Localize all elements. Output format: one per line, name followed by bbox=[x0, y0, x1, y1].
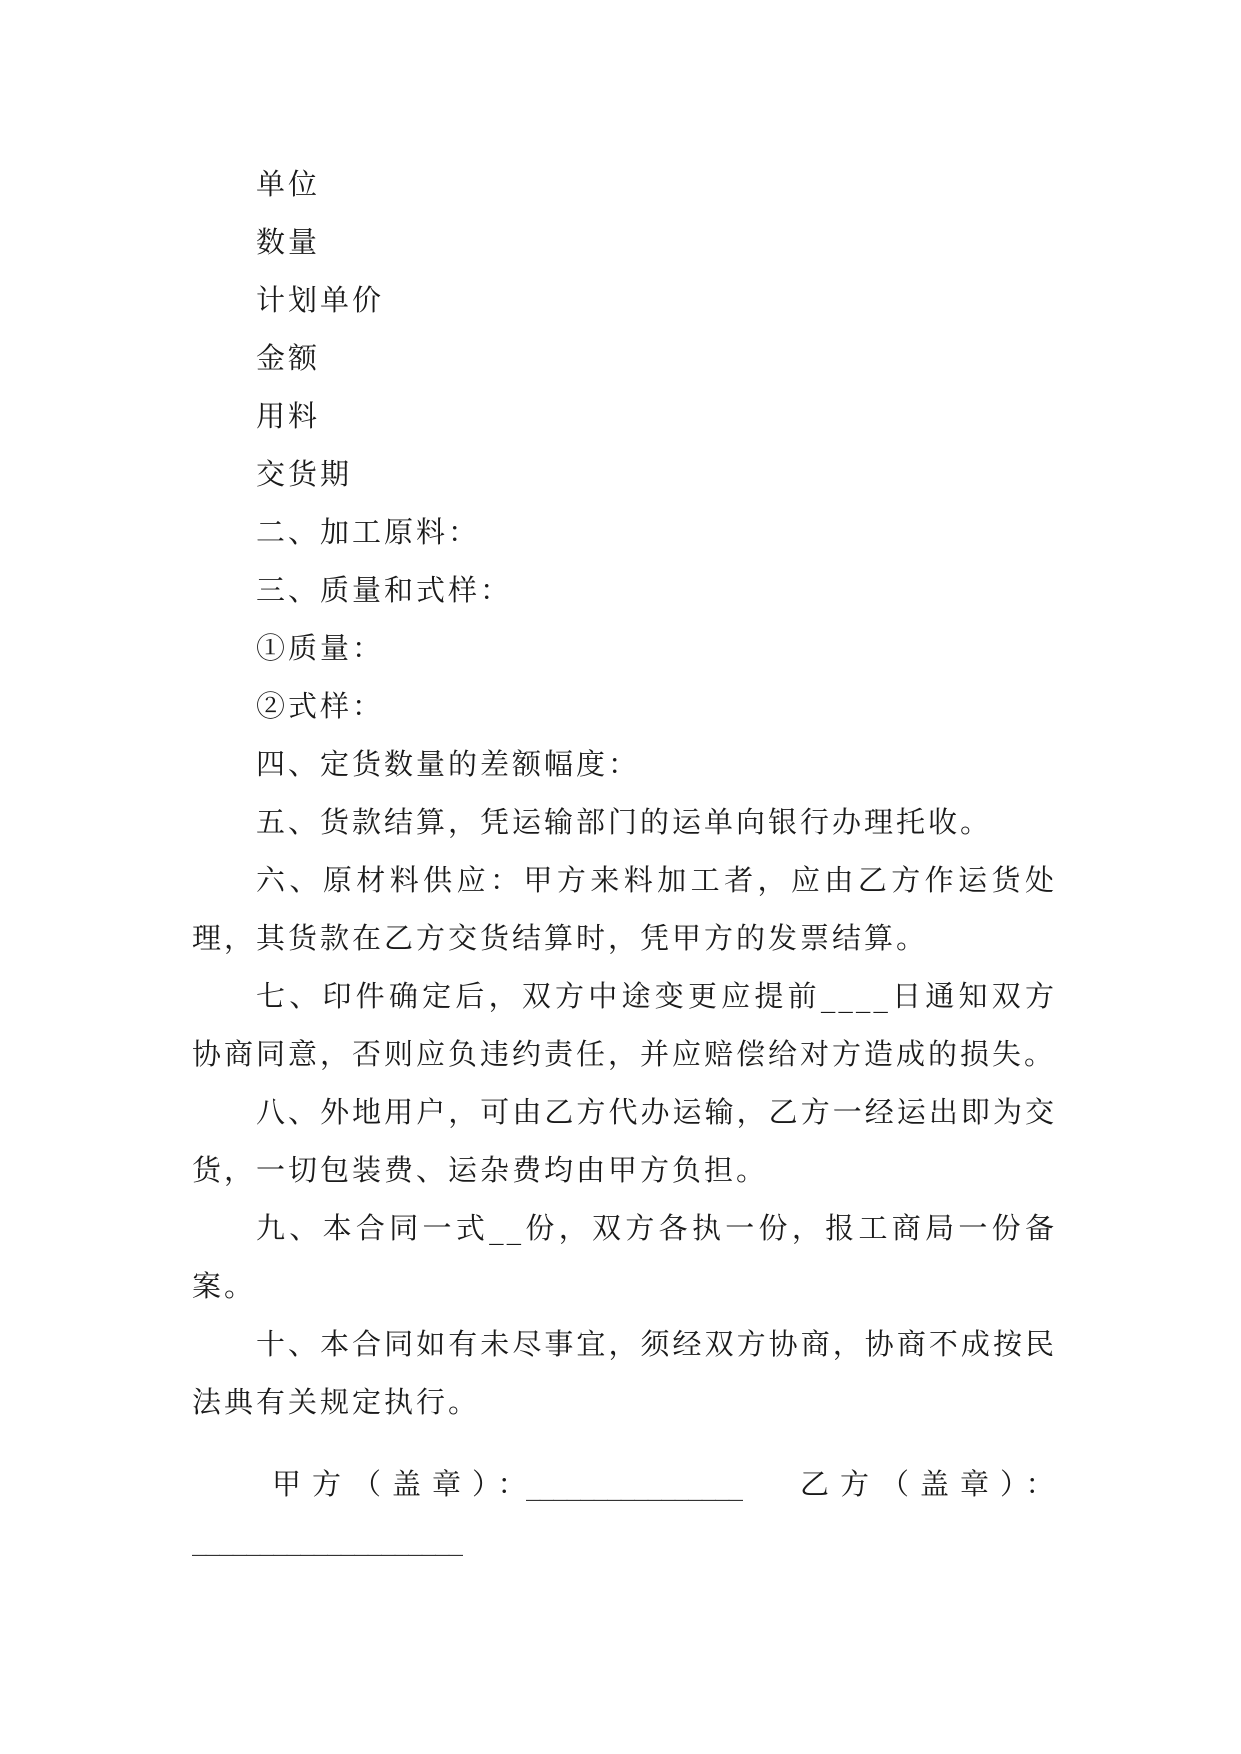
clause-2-raw-materials: 二、加工原料： bbox=[256, 515, 481, 549]
item-unit: 单位 bbox=[256, 167, 321, 201]
party-b-seal-label: 乙方（盖章）： bbox=[800, 1467, 1066, 1501]
clause-6-material-supply: 六、原材料供应：甲方来料加工者，应由乙方作运货处理，其货款在乙方交货结算时，凭甲方的发票结算。 bbox=[192, 863, 1057, 955]
clause-4-quantity-tolerance: 四、定货数量的差额幅度： bbox=[256, 747, 641, 781]
clause-10-unresolved-matters: 十、本合同如有未尽事宜，须经双方协商，协商不成按民法典有关规定执行。 bbox=[192, 1327, 1057, 1419]
party-b-signature-blank: ____________________ bbox=[192, 1522, 462, 1556]
item-delivery-date: 交货期 bbox=[256, 457, 353, 491]
clause-3-quality: ①质量： bbox=[256, 631, 385, 665]
party-a-seal-label: 甲方（盖章）： bbox=[272, 1467, 538, 1501]
item-quantity: 数量 bbox=[256, 225, 321, 259]
party-a-signature-blank: ________________ bbox=[526, 1467, 742, 1501]
item-material: 用料 bbox=[256, 399, 321, 433]
item-amount: 金额 bbox=[256, 341, 321, 375]
item-planned-unit-price: 计划单价 bbox=[256, 283, 385, 317]
signature-row bbox=[192, 1455, 1066, 1513]
clause-7-changes: 七、印件确定后，双方中途变更应提前____日通知双方协商同意，否则应负违约责任，并应赔偿给对方造成的损失。 bbox=[192, 979, 1057, 1071]
clause-3-style: ②式样： bbox=[256, 689, 385, 723]
clause-3-quality-style: 三、质量和式样： bbox=[256, 573, 513, 607]
clause-5-payment: 五、货款结算，凭运输部门的运单向银行办理托收。 bbox=[256, 805, 993, 839]
clause-9-copies: 九、本合同一式__份，双方各执一份，报工商局一份备案。 bbox=[192, 1211, 1057, 1303]
clause-8-remote-users: 八、外地用户，可由乙方代办运输，乙方一经运出即为交货，一切包装费、运杂费均由甲方负担。 bbox=[192, 1095, 1057, 1187]
contract-body bbox=[192, 155, 1057, 1431]
